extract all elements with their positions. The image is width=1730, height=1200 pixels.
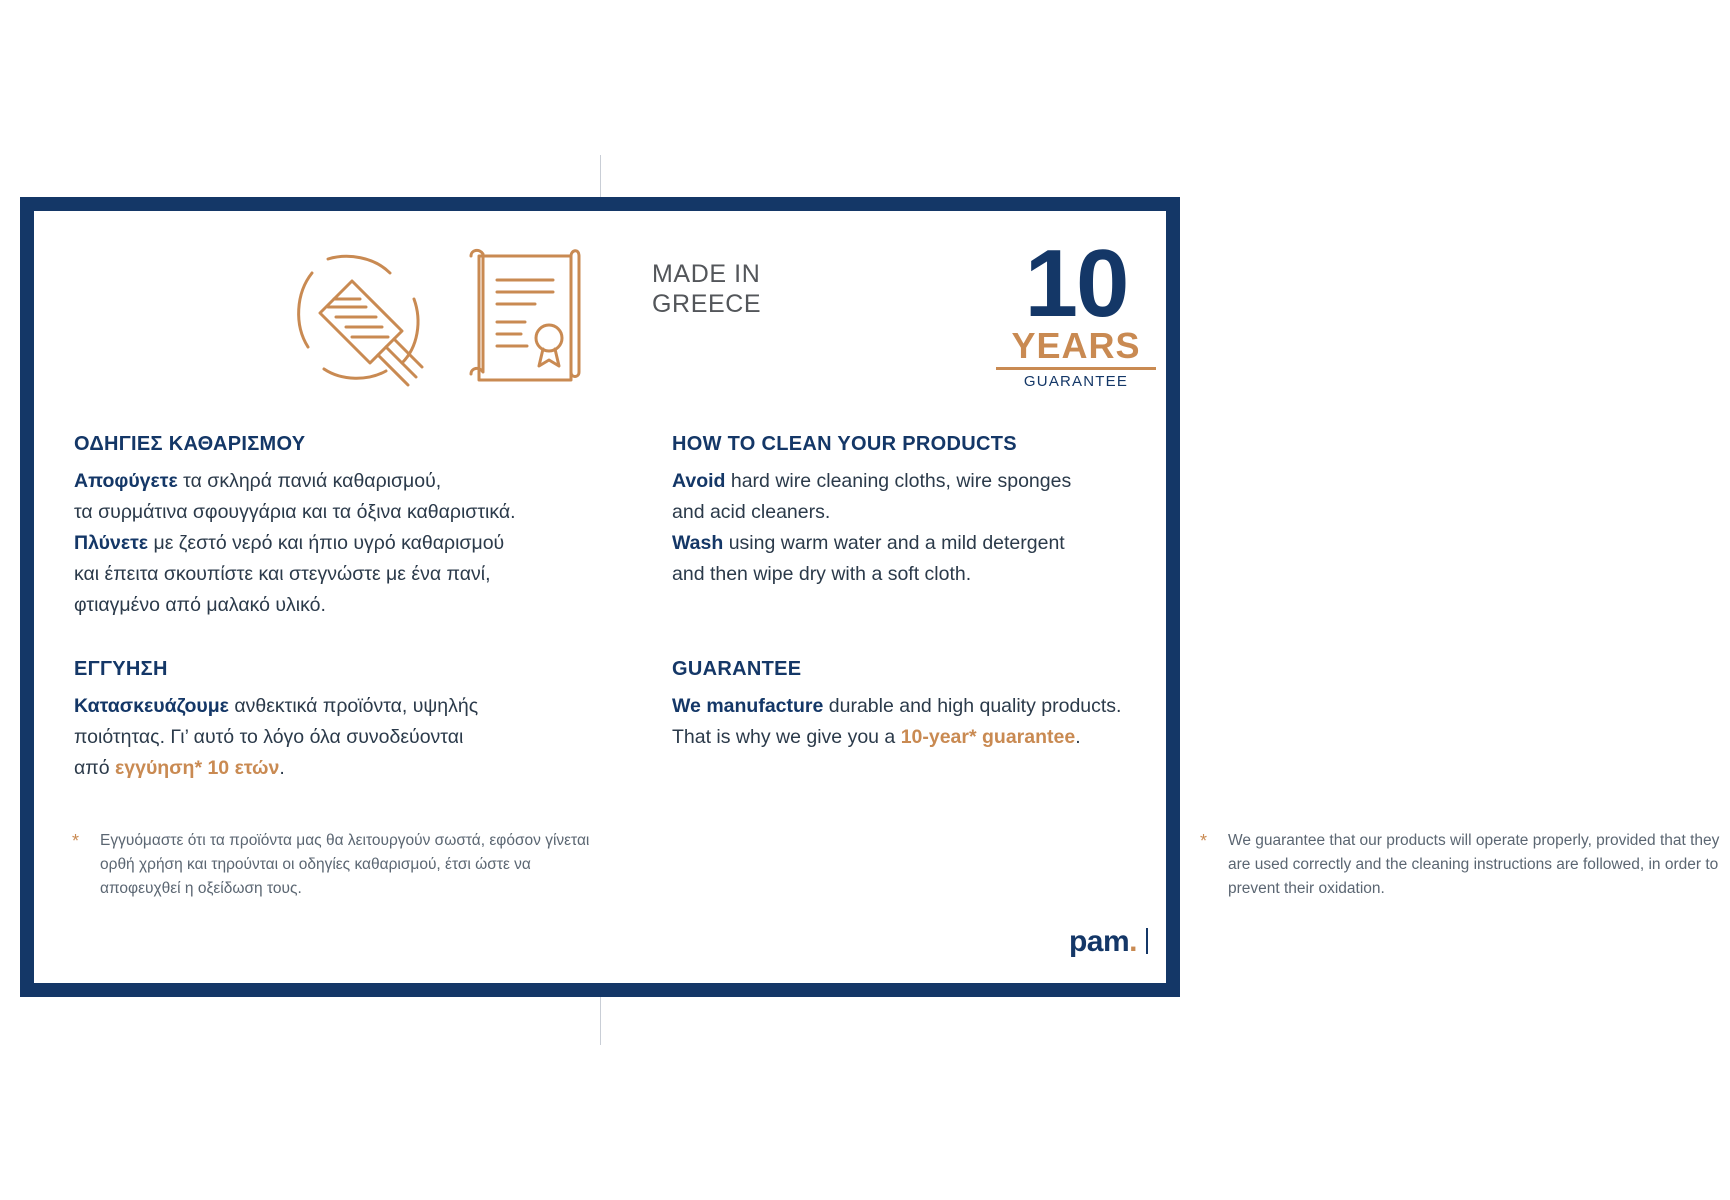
footnote-star-right: * xyxy=(1200,831,1208,851)
cleaning-heading-el: ΟΔΗΓΙΕΣ ΚΑΘΑΡΙΣΜΟΥ xyxy=(74,433,306,455)
cleaning-en-line1-bold: Avoid xyxy=(672,470,726,492)
certificate-scroll-icon xyxy=(465,246,585,396)
cleaning-en-line1-rest: hard wire cleaning cloths, wire sponges xyxy=(725,470,1072,492)
cleaning-heading-en: HOW TO CLEAN YOUR PRODUCTS xyxy=(672,433,1017,455)
badge-guarantee-label: GUARANTEE xyxy=(1023,373,1129,390)
footnote-right xyxy=(1200,829,1730,901)
footnote-left xyxy=(72,829,592,901)
cleaning-instructions-left xyxy=(74,433,594,621)
cleaning-line1-rest: τα σκληρά πανιά καθαρισμού, xyxy=(177,470,442,492)
right-page xyxy=(600,211,1720,983)
cleaning-line4: και έπειτα σκουπίστε και στεγνώστε με ένα πανί, xyxy=(74,563,491,585)
guarantee-line1-bold: Κατασκευάζουμε xyxy=(74,695,229,717)
guarantee-en-line1-rest: durable and high quality products. xyxy=(823,695,1122,717)
cleaning-en-line4: and then wipe dry with a soft cloth. xyxy=(672,563,972,585)
guarantee-line3-accent: εγγύηση* 10 ετών xyxy=(115,757,280,779)
guarantee-body-en xyxy=(672,691,1212,753)
cleaning-instructions-right xyxy=(672,433,1192,590)
cleaning-body-el xyxy=(74,466,594,621)
made-in-greece-label xyxy=(652,259,761,319)
hand-cleaning-cloth-icon xyxy=(290,251,430,391)
cleaning-line5: φτιαγμένο από μαλακό υλικό. xyxy=(74,594,326,616)
cleaning-line3-bold: Πλύνετε xyxy=(74,532,149,554)
guarantee-right xyxy=(672,658,1212,753)
footnote-star-left: * xyxy=(72,831,80,851)
leaflet-content xyxy=(34,211,1720,983)
cleaning-en-line3-bold: Wash xyxy=(672,532,724,554)
brand-bar xyxy=(1146,928,1148,954)
left-page xyxy=(34,211,600,983)
cleaning-line2: τα συρμάτινα σφουγγάρια και τα όξινα καθαριστικά. xyxy=(74,501,516,523)
guarantee-line1-rest: ανθεκτικά προϊόντα, υψηλής xyxy=(228,695,479,717)
guarantee-line2: ποιότητας. Γι’ αυτό το λόγο όλα συνοδεύονται xyxy=(74,726,464,748)
cleaning-line3-rest: με ζεστό νερό και ήπιο υγρό καθαρισμού xyxy=(148,532,505,554)
cleaning-en-line3-rest: using warm water and a mild detergent xyxy=(723,532,1065,554)
footnote-text-right: We guarantee that our products will operate properly, provided that they are used correctly and the cleaning instructions are followed, in order to prevent their oxidation. xyxy=(1228,832,1720,897)
guarantee-heading-el: ΕΓΓΥΗΣΗ xyxy=(74,658,168,680)
made-in-line1: MADE IN xyxy=(652,260,761,288)
guarantee-en-line2-accent: 10-year* guarantee xyxy=(900,726,1076,748)
guarantee-line3-post: . xyxy=(279,757,285,779)
guarantee-en-line1-bold: We manufacture xyxy=(672,695,824,717)
cleaning-line1-bold: Αποφύγετε xyxy=(74,470,178,492)
guarantee-left xyxy=(74,658,574,784)
guarantee-en-line2-post: . xyxy=(1075,726,1081,748)
badge-number: 10 xyxy=(1024,230,1128,337)
made-in-line2: GREECE xyxy=(652,290,762,318)
guarantee-body-el xyxy=(74,691,574,784)
brand-dot: . xyxy=(1129,925,1137,958)
brand-logo xyxy=(1069,925,1148,959)
cleaning-body-en xyxy=(672,466,1192,590)
cleaning-en-line2: and acid cleaners. xyxy=(672,501,831,523)
guarantee-en-line2-pre: That is why we give you a xyxy=(672,726,901,748)
brand-name: pam xyxy=(1068,925,1130,958)
ten-year-guarantee-badge xyxy=(996,230,1156,392)
badge-years-label: YEARS xyxy=(996,327,1156,370)
guarantee-line3-pre: από xyxy=(74,757,115,779)
footnote-text-left: Εγγυόμαστε ότι τα προϊόντα μας θα λειτουργούν σωστά, εφόσον γίνεται ορθή χρήση και τηρούνται οι οδηγίες καθαρισμού, έτσι ώστε να αποφευχθεί η οξείδωση τους. xyxy=(100,832,590,897)
guarantee-heading-en: GUARANTEE xyxy=(672,658,802,680)
